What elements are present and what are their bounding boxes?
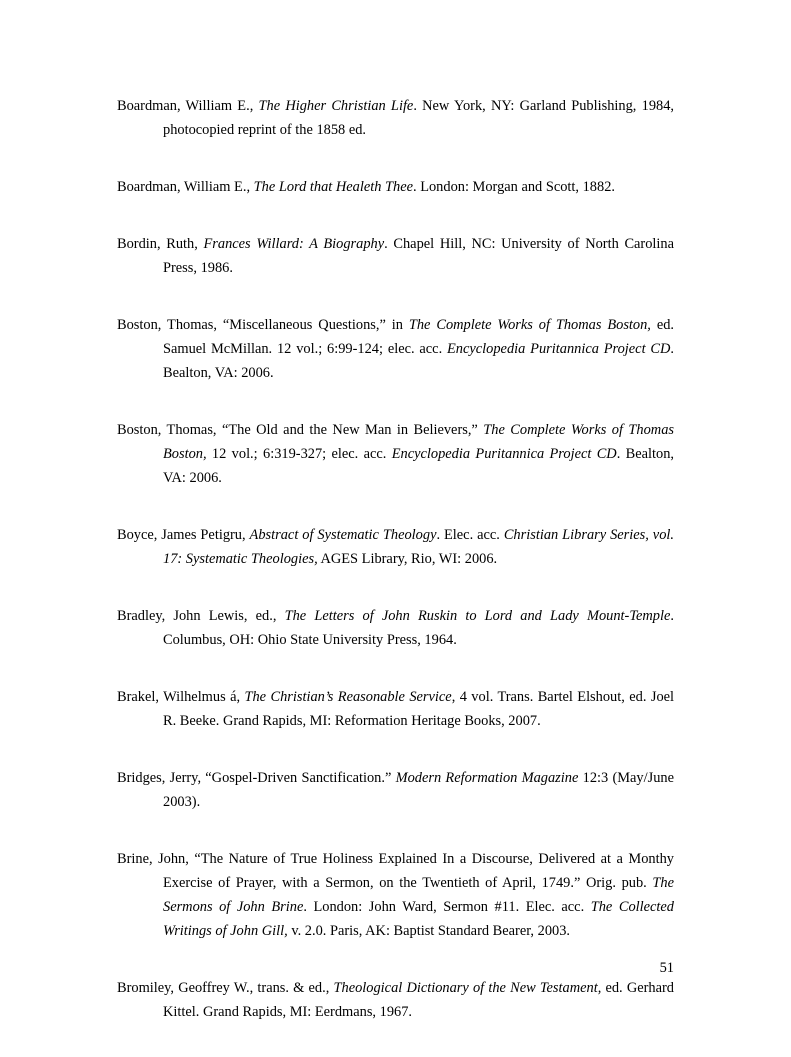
entry-text: Brakel, Wilhelmus á, <box>117 689 245 705</box>
entry-title-italic: Frances Willard: A Biography <box>203 236 385 252</box>
entry-text: . New York, NY: Garland Publishing, 1984, photocopied reprint of the 1858 ed. <box>163 98 674 138</box>
bibliography-page <box>117 94 674 1057</box>
bibliography-entry <box>117 766 674 814</box>
bibliography-entry <box>117 94 674 142</box>
entry-text: AGES Library, Rio, WI: 2006. <box>317 551 498 567</box>
entry-title-italic: Theological Dictionary of the New Testament, <box>333 980 602 996</box>
entry-title-italic: Encyclopedia Puritannica Project CD <box>447 341 671 357</box>
entry-text: Bordin, Ruth, <box>117 236 204 252</box>
entry-text: Boyce, James Petigru, <box>117 527 250 543</box>
bibliography-entry <box>117 976 674 1024</box>
entry-title-italic: The Collected Writings of John Gill, <box>163 899 674 939</box>
entry-title-italic: The Lord that Healeth Thee <box>253 179 413 195</box>
bibliography-entry <box>117 313 674 385</box>
entry-title-italic: Modern Reformation Magazine <box>395 770 579 786</box>
entry-text: . Bealton, VA: 2006. <box>163 446 674 486</box>
entry-text: . Bealton, VA: 2006. <box>163 341 675 381</box>
entry-text: Boardman, William E., <box>117 179 254 195</box>
entry-text: ed. Gerhard Kittel. Grand Rapids, MI: Eerdmans, 1967. <box>163 980 674 1020</box>
bibliography-entry <box>117 604 674 652</box>
entry-text: Boston, Thomas, “Miscellaneous Questions,” in <box>117 317 409 333</box>
entry-text: 12 vol.; 6:319-327; elec. acc. <box>206 446 392 462</box>
entry-text: Boston, Thomas, “The Old and the New Man in Believers,” <box>117 422 484 438</box>
entry-text: , 4 vol. Trans. Bartel Elshout, ed. Joel R. Beeke. Grand Rapids, MI: Reformation Heritage Books, 2007. <box>163 689 675 729</box>
entry-text: Bromiley, Geoffrey W., trans. & ed., <box>117 980 334 996</box>
entry-title-italic: The Complete Works of Thomas Boston, <box>163 422 674 462</box>
bibliography-entry <box>117 175 674 199</box>
entry-text: v. 2.0. Paris, AK: Baptist Standard Bearer, 2003. <box>287 923 571 939</box>
entry-text: Boardman, William E., <box>117 98 259 114</box>
entry-title-italic: Encyclopedia Puritannica Project CD <box>391 446 617 462</box>
entry-text: . Columbus, OH: Ohio State University Press, 1964. <box>163 608 675 648</box>
entry-title-italic: The Higher Christian Life <box>258 98 414 114</box>
entry-text: . Chapel Hill, NC: University of North Carolina Press, 1986. <box>163 236 674 276</box>
entry-title-italic: The Christian’s Reasonable Service <box>244 689 452 705</box>
entry-text: . London: Morgan and Scott, 1882. <box>413 179 615 195</box>
page-number: 51 <box>659 960 674 976</box>
entry-title-italic: The Letters of John Ruskin to Lord and Lady Mount-Temple <box>284 608 671 624</box>
bibliography-entry <box>117 418 674 490</box>
bibliography-entry <box>117 232 674 280</box>
entry-title-italic: Christian Library Series, vol. 17: Systematic Theologies, <box>163 527 674 567</box>
entry-text: Bridges, Jerry, “Gospel-Driven Sanctification.” <box>117 770 396 786</box>
entry-text: 12:3 (May/June 2003). <box>163 770 674 810</box>
bibliography-entry <box>117 523 674 571</box>
entry-title-italic: The Sermons of John Brine <box>163 875 674 915</box>
entry-text: . Elec. acc. <box>436 527 504 543</box>
entry-text: Brine, John, “The Nature of True Holiness Explained In a Discourse, Delivered at a Monthy Exercise of Prayer, with a Sermon, on the Twentieth of April, 1749.” Orig. pub. <box>117 851 674 891</box>
bibliography-entry <box>117 685 674 733</box>
bibliography-entry <box>117 847 674 943</box>
entry-text: ed. Samuel McMillan. 12 vol.; 6:99-124; elec. acc. <box>163 317 675 357</box>
entry-title-italic: The Complete Works of Thomas Boston, <box>408 317 651 333</box>
entry-text: Bradley, John Lewis, ed., <box>117 608 285 624</box>
entry-title-italic: Abstract of Systematic Theology <box>249 527 437 543</box>
entry-text: . London: John Ward, Sermon #11. Elec. acc. <box>303 899 591 915</box>
